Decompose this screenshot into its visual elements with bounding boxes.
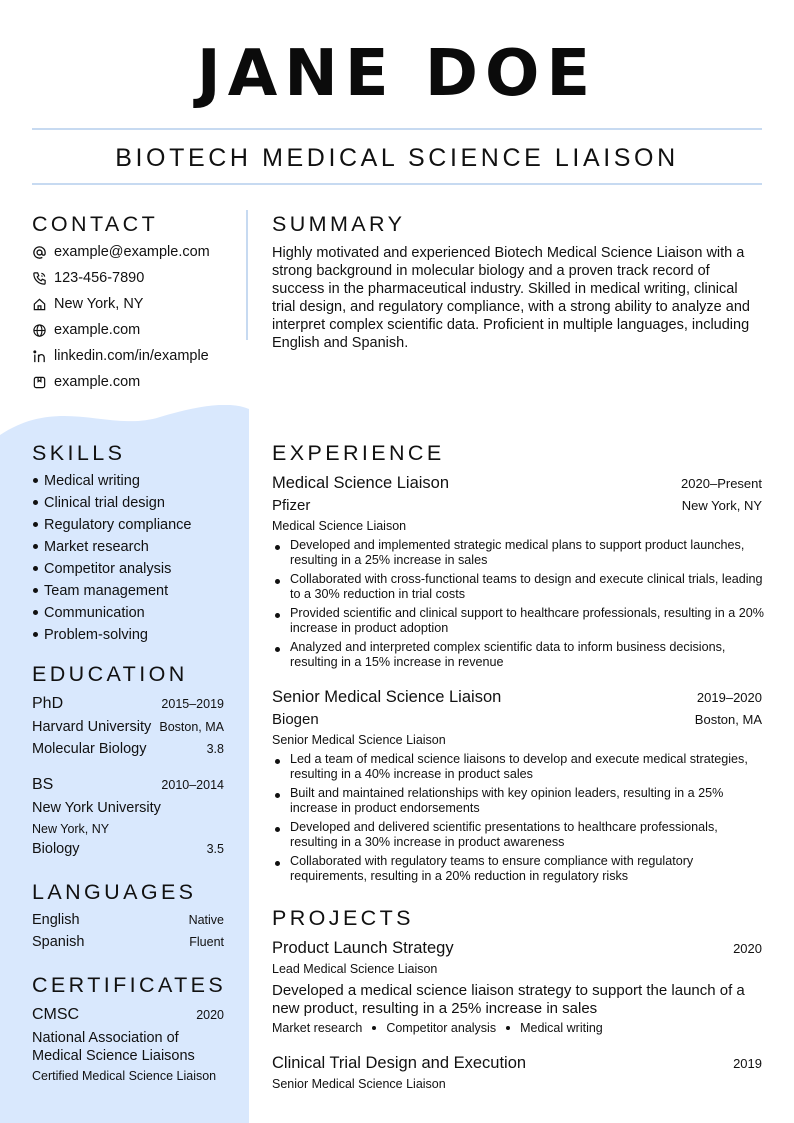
job-title: BIOTECH MEDICAL SCIENCE LIAISON <box>115 144 679 172</box>
job-bullet: Provided scientific and clinical support to healthcare professionals, resulting in a 20% increase in product adoption <box>272 606 764 636</box>
job-bullet: Collaborated with cross-functional teams to design and execute clinical trials, leading to a 30% reduction in trial costs <box>272 572 764 602</box>
job-bullets <box>272 752 764 888</box>
contact-linkedin-text: linkedin.com/in/example <box>54 348 209 364</box>
contact-phone-text: 123-456-7890 <box>54 270 145 286</box>
skill-item: Problem-solving <box>32 626 148 644</box>
job-bullet: Analyzed and interpreted complex scientific data to inform business decisions, resulting in a 15% increase in revenue <box>272 640 764 670</box>
summary-heading: SUMMARY <box>272 212 406 236</box>
certificate-header <box>32 1005 224 1025</box>
contact-email[interactable] <box>32 242 210 262</box>
header-top-rule <box>32 128 762 130</box>
education-school: New York University <box>32 800 161 816</box>
bookmark-icon <box>32 375 47 390</box>
education-field: Molecular Biology <box>32 741 147 757</box>
linkedin-icon <box>32 349 47 364</box>
job-dates: 2020–Present <box>681 476 762 491</box>
education-entry-header <box>32 694 224 714</box>
language-name: Spanish <box>32 934 85 950</box>
job-company: Pfizer <box>272 497 311 514</box>
contact-location <box>32 294 143 314</box>
project-name: Clinical Trial Design and Execution <box>272 1054 527 1072</box>
contact-portfolio[interactable] <box>32 372 140 392</box>
education-location: New York, NY <box>32 822 110 836</box>
skill-item: Medical writing <box>32 472 140 490</box>
job-role: Medical Science Liaison <box>272 474 450 492</box>
education-degree: PhD <box>32 695 64 712</box>
column-divider <box>246 210 248 340</box>
project-role: Senior Medical Science Liaison <box>272 1077 446 1091</box>
project-header <box>272 938 762 958</box>
contact-email-text: example@example.com <box>54 244 210 260</box>
language-name: English <box>32 912 80 928</box>
job-company-row <box>272 711 762 729</box>
education-dates: 2015–2019 <box>161 697 224 711</box>
job-subtitle: Medical Science Liaison <box>272 519 407 533</box>
header-bottom-rule <box>32 183 762 185</box>
contact-heading: CONTACT <box>32 212 159 236</box>
education-degree: BS <box>32 776 54 793</box>
job-location: Boston, MA <box>694 712 762 727</box>
certificate-issuer: National Association of Medical Science Liaisons <box>32 1030 195 1064</box>
project-year: 2019 <box>733 1056 762 1071</box>
skill-item: Regulatory compliance <box>32 516 192 534</box>
education-entry-header <box>32 775 224 795</box>
education-dates: 2010–2014 <box>161 778 224 792</box>
education-gpa: 3.8 <box>206 742 224 756</box>
certificates-heading: CERTIFICATES <box>32 973 227 997</box>
education-location-row <box>32 821 224 837</box>
project-tag: Medical writing <box>520 1021 603 1035</box>
language-row <box>32 911 224 929</box>
job-bullet: Developed and implemented strategic medical plans to support product launches, resulting in a 25% increase in sales <box>272 538 764 568</box>
contact-portfolio-text: example.com <box>54 374 141 390</box>
at-icon <box>32 245 47 260</box>
skill-item: Competitor analysis <box>32 560 171 578</box>
job-bullet: Developed and delivered scientific presentations to healthcare professionals, resulting in a 30% increase in product awareness <box>272 820 764 850</box>
contact-location-text: New York, NY <box>54 296 144 312</box>
skill-item: Communication <box>32 604 145 622</box>
contact-phone[interactable] <box>32 268 144 288</box>
job-subtitle: Senior Medical Science Liaison <box>272 733 446 747</box>
contact-linkedin[interactable] <box>32 346 209 366</box>
candidate-name: JANE DOE <box>196 37 598 111</box>
education-field-row <box>32 840 224 858</box>
projects-heading: PROJECTS <box>272 906 414 930</box>
skill-item: Clinical trial design <box>32 494 165 512</box>
language-row <box>32 933 224 951</box>
globe-icon <box>32 323 47 338</box>
project-role: Lead Medical Science Liaison <box>272 962 438 976</box>
education-location: Boston, MA <box>159 720 224 734</box>
language-level: Native <box>188 913 224 927</box>
job-bullets <box>272 538 764 674</box>
certificate-description: Certified Medical Science Liaison <box>32 1069 217 1083</box>
education-school-row <box>32 799 224 817</box>
certificate-year: 2020 <box>196 1008 224 1022</box>
contact-website[interactable] <box>32 320 140 340</box>
job-company-row <box>272 497 762 515</box>
job-header <box>272 473 762 493</box>
job-bullet: Collaborated with regulatory teams to ensure compliance with regulatory requirements, resulting in a 20% reduction in regulatory risks <box>272 854 764 884</box>
project-tag: Competitor analysis <box>386 1021 497 1035</box>
experience-heading: EXPERIENCE <box>272 441 445 465</box>
skill-item: Team management <box>32 582 168 600</box>
home-icon <box>32 297 47 312</box>
project-tags <box>272 1020 603 1036</box>
certificate-name: CMSC <box>32 1006 80 1023</box>
project-year: 2020 <box>733 941 762 956</box>
project-tag: Market research <box>272 1021 363 1035</box>
job-company: Biogen <box>272 711 319 728</box>
job-bullet: Led a team of medical science liaisons to develop and execute medical strategies, resulting in a 40% increase in product sales <box>272 752 764 782</box>
job-header <box>272 687 762 707</box>
project-header <box>272 1053 762 1073</box>
skills-heading: SKILLS <box>32 441 126 465</box>
skill-item: Market research <box>32 538 149 556</box>
job-dates: 2019–2020 <box>696 690 762 705</box>
education-gpa: 3.5 <box>206 842 224 856</box>
education-heading: EDUCATION <box>32 662 188 686</box>
contact-website-text: example.com <box>54 322 141 338</box>
job-bullet: Built and maintained relationships with key opinion leaders, resulting in a 25% increase in product endorsements <box>272 786 764 816</box>
phone-icon <box>32 271 47 286</box>
languages-heading: LANGUAGES <box>32 880 197 904</box>
education-school-row <box>32 718 224 736</box>
job-role: Senior Medical Science Liaison <box>272 688 502 706</box>
education-field-row <box>32 740 224 758</box>
language-level: Fluent <box>189 935 224 949</box>
education-field: Biology <box>32 841 80 857</box>
education-school: Harvard University <box>32 719 152 735</box>
summary-text: Highly motivated and experienced Biotech Medical Science Liaison with a strong background in molecular biology and a proven track record of success in the pharmaceutical industry. Skilled in medical writing, clinical trial design, and regulatory compliance, with a strong ability to analyze and interpret complex scientific data. Proficient in multiple languages, including English and Spanish. <box>272 245 750 351</box>
project-name: Product Launch Strategy <box>272 939 454 957</box>
project-description: Developed a medical science liaison strategy to support the launch of a new product, resulting in a 25% increase in sales <box>272 982 745 1017</box>
job-location: New York, NY <box>681 498 762 513</box>
